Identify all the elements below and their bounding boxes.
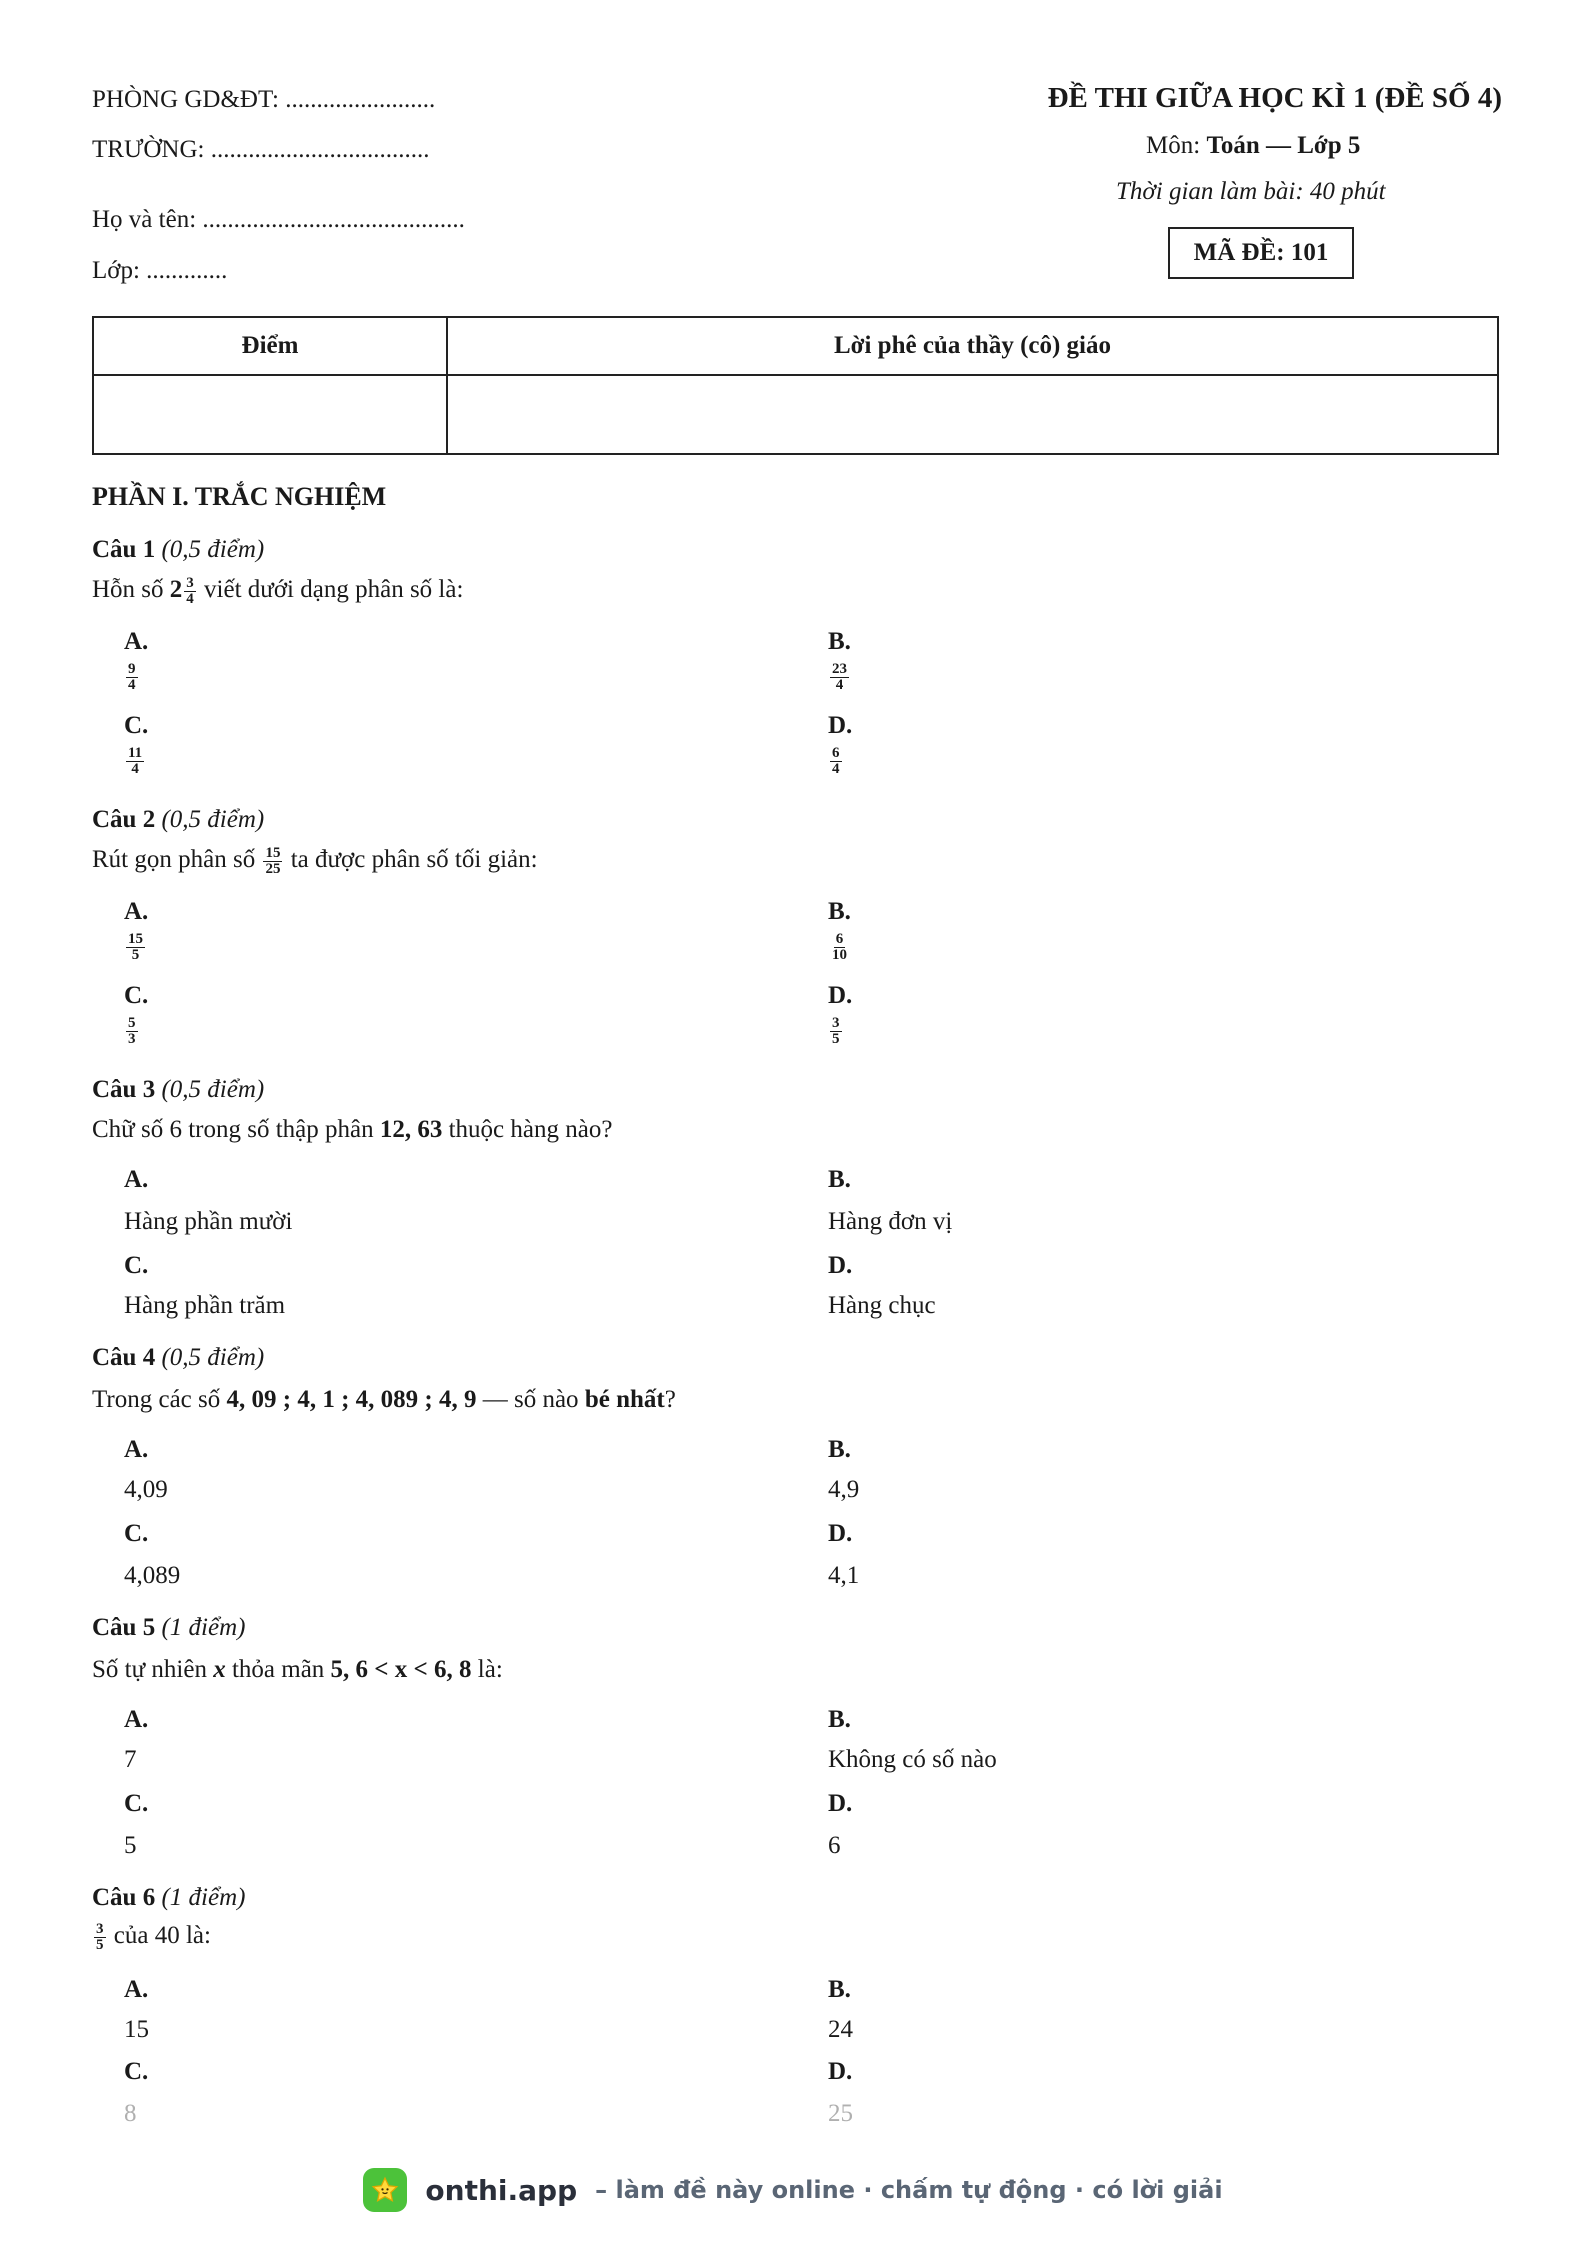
question-title-1 — [92, 536, 264, 564]
lop-field: Lớp: ............. — [92, 257, 228, 284]
question-title-3 — [92, 1076, 264, 1104]
math-expression: 12, 63 — [379, 1116, 443, 1143]
option-c-label[interactable]: C. — [124, 1520, 149, 1547]
option-d-value[interactable]: 4,1 — [828, 1562, 860, 1589]
option-c-value[interactable]: Hàng phần trăm — [124, 1292, 286, 1319]
promo-banner[interactable] — [0, 2162, 1586, 2218]
option-b-value[interactable]: Không có số nào — [828, 1746, 997, 1773]
fraction-numerator: 3 — [832, 1015, 840, 1031]
option-a-label[interactable]: A. — [124, 898, 149, 925]
question-points: (1 điểm) — [161, 1884, 246, 1911]
fraction-denominator: 4 — [832, 761, 840, 777]
option-c-value[interactable] — [124, 746, 146, 777]
phong-field: PHÒNG GD&ĐT: ........................ — [92, 86, 436, 113]
truong-field: TRƯỜNG: ................................... — [92, 136, 430, 163]
option-c-value[interactable]: 4,089 — [124, 1562, 181, 1589]
question-text-part: — số nào — [476, 1386, 585, 1413]
option-c-value[interactable]: 8 — [124, 2100, 137, 2127]
promo-tagline: – làm đề này online · chấm tự động · có lời giải — [595, 2176, 1223, 2204]
option-c-label[interactable]: C. — [124, 2058, 149, 2085]
fraction-numerator: 15 — [265, 845, 281, 861]
question-text-part: thuộc hàng nào? — [442, 1116, 613, 1143]
option-b-value[interactable] — [828, 932, 851, 963]
comment-header: Lời phê của thầy (cô) giáo — [447, 317, 1498, 375]
question-points: (1 điểm) — [161, 1614, 246, 1641]
option-d-label[interactable]: D. — [828, 1790, 853, 1817]
option-c-label[interactable]: C. — [124, 1252, 149, 1279]
fraction-denominator: 5 — [131, 947, 140, 963]
question-text-part: là: — [471, 1656, 503, 1683]
fraction-denominator: 3 — [128, 1031, 136, 1047]
comment-cell[interactable] — [447, 375, 1498, 454]
fraction — [184, 576, 196, 607]
option-a-value[interactable]: 4,09 — [124, 1476, 168, 1503]
question-text-part: ta được phân số tối giản: — [284, 846, 538, 874]
math-expression: 5, 6 < x < 6, 8 — [330, 1656, 472, 1683]
question-points: (0,5 điểm) — [161, 806, 265, 833]
fraction-denominator: 4 — [835, 677, 844, 693]
option-c-value[interactable] — [124, 1016, 140, 1047]
fraction-numerator: 11 — [128, 745, 143, 761]
score-cell[interactable] — [93, 375, 447, 454]
question-label: Câu 4 — [92, 1344, 156, 1371]
option-d-value[interactable]: 6 — [828, 1832, 841, 1859]
question-label: Câu 1 — [92, 536, 156, 563]
question-text-part: Trong các số — [92, 1386, 227, 1413]
option-c-label[interactable]: C. — [124, 982, 149, 1009]
time-limit: Thời gian làm bài: 40 phút — [1116, 178, 1386, 205]
option-a-value[interactable]: Hàng phần mười — [124, 1208, 293, 1235]
hoten-field: Họ và tên: .......................................... — [92, 206, 465, 233]
fraction-numerator: 9 — [128, 661, 136, 677]
fraction — [94, 1922, 106, 1953]
option-a-value[interactable] — [124, 662, 140, 693]
subject-line — [1146, 132, 1360, 160]
question-title-6 — [92, 1884, 245, 1912]
question-title-2 — [92, 806, 264, 834]
fraction-numerator: 5 — [128, 1015, 136, 1031]
fraction-denominator: 5 — [96, 1937, 104, 1953]
question-title-4 — [92, 1344, 264, 1372]
fraction-denominator: 4 — [128, 677, 136, 693]
question-text-part: Hỗn số — [92, 576, 170, 604]
question-text-part: ? — [664, 1386, 676, 1413]
question-points: (0,5 điểm) — [161, 1076, 265, 1103]
option-d-value[interactable]: Hàng chục — [828, 1292, 936, 1319]
option-b-value[interactable]: Hàng đơn vị — [828, 1208, 953, 1235]
option-a-value[interactable]: 7 — [124, 1746, 137, 1773]
option-a-value[interactable]: 15 — [124, 2016, 149, 2043]
question-label: Câu 2 — [92, 806, 156, 833]
star-icon-glyph — [370, 2175, 400, 2205]
question-points: (0,5 điểm) — [161, 536, 265, 563]
option-b-value[interactable]: 24 — [828, 2016, 853, 2043]
subject-value: Toán — Lớp 5 — [1206, 132, 1361, 159]
mixed-whole: 2 — [169, 576, 183, 604]
option-d-label[interactable]: D. — [828, 2058, 853, 2085]
option-b-label[interactable]: B. — [828, 1706, 851, 1733]
option-b-value[interactable] — [828, 662, 851, 693]
fraction — [263, 846, 282, 877]
exam-code-box — [1168, 227, 1354, 279]
brand-name[interactable]: onthi.app — [425, 2173, 578, 2207]
question-text-part: Rút gọn phân số — [92, 846, 262, 874]
question-points: (0,5 điểm) — [161, 1344, 265, 1371]
option-d-label[interactable]: D. — [828, 1252, 853, 1279]
option-b-label[interactable]: B. — [828, 628, 851, 655]
question-text-part: viết dưới dạng phân số là: — [197, 576, 464, 604]
option-a-label[interactable]: A. — [124, 1166, 149, 1193]
option-d-label[interactable]: D. — [828, 982, 853, 1009]
question-title-5 — [92, 1614, 245, 1642]
fraction-denominator: 25 — [265, 861, 281, 877]
fraction-numerator: 3 — [96, 1921, 104, 1937]
option-c-value[interactable]: 5 — [124, 1832, 137, 1859]
question-text-part: thỏa mãn — [225, 1656, 331, 1683]
fraction-numerator: 3 — [186, 575, 194, 591]
question-label: Câu 5 — [92, 1614, 156, 1641]
fraction-denominator: 5 — [832, 1031, 840, 1047]
option-d-label[interactable]: D. — [828, 1520, 853, 1547]
option-d-value[interactable] — [828, 746, 844, 777]
emphasis-text: bé nhất — [584, 1386, 665, 1413]
question-text-3 — [92, 1116, 612, 1144]
question-text-part: của 40 là: — [107, 1922, 211, 1950]
option-b-label[interactable]: B. — [828, 1166, 851, 1193]
option-c-label[interactable]: C. — [124, 1790, 149, 1817]
option-c-label[interactable]: C. — [124, 712, 149, 739]
question-text-2 — [92, 846, 538, 877]
question-text-6 — [92, 1922, 211, 1953]
fraction-numerator: 6 — [832, 745, 840, 761]
star-icon — [363, 2168, 407, 2212]
math-expression: 4, 09 ; 4, 1 ; 4, 089 ; 4, 9 — [226, 1386, 477, 1413]
option-b-label[interactable]: B. — [828, 1436, 851, 1463]
score-header: Điểm — [93, 317, 447, 375]
variable: x — [213, 1656, 226, 1683]
option-b-label[interactable]: B. — [828, 1976, 851, 2003]
exam-title: ĐỀ THI GIỮA HỌC KÌ 1 (ĐỀ SỐ 4) — [1047, 82, 1502, 114]
option-d-value[interactable]: 25 — [828, 2100, 853, 2127]
option-d-value[interactable] — [828, 1016, 844, 1047]
section-title: PHẦN I. TRẮC NGHIỆM — [92, 482, 387, 511]
fraction-denominator: 4 — [131, 761, 139, 777]
option-a-label[interactable]: A. — [124, 628, 149, 655]
fraction-numerator: 6 — [835, 931, 844, 947]
fraction-denominator: 10 — [832, 947, 847, 963]
question-text-1 — [92, 576, 463, 607]
option-b-value[interactable]: 4,9 — [828, 1476, 860, 1503]
question-text-part: Chữ số 6 trong số thập phân — [92, 1116, 380, 1143]
option-a-value[interactable] — [124, 932, 147, 963]
option-a-label[interactable]: A. — [124, 1706, 149, 1733]
fraction-numerator: 15 — [128, 931, 143, 947]
fraction-numerator: 23 — [832, 661, 847, 677]
score-table — [92, 316, 1499, 455]
fraction-denominator: 4 — [186, 591, 194, 607]
exam-code: MÃ ĐỀ: 101 — [1193, 239, 1329, 266]
question-text-part: Số tự nhiên — [92, 1656, 214, 1683]
option-a-label[interactable]: A. — [124, 1436, 149, 1463]
option-d-label[interactable]: D. — [828, 712, 853, 739]
question-text-4 — [92, 1386, 676, 1414]
option-a-label[interactable]: A. — [124, 1976, 149, 2003]
question-label: Câu 6 — [92, 1884, 156, 1911]
question-label: Câu 3 — [92, 1076, 156, 1103]
option-b-label[interactable]: B. — [828, 898, 851, 925]
subject-label: Môn: — [1146, 132, 1207, 159]
question-text-5 — [92, 1656, 503, 1684]
